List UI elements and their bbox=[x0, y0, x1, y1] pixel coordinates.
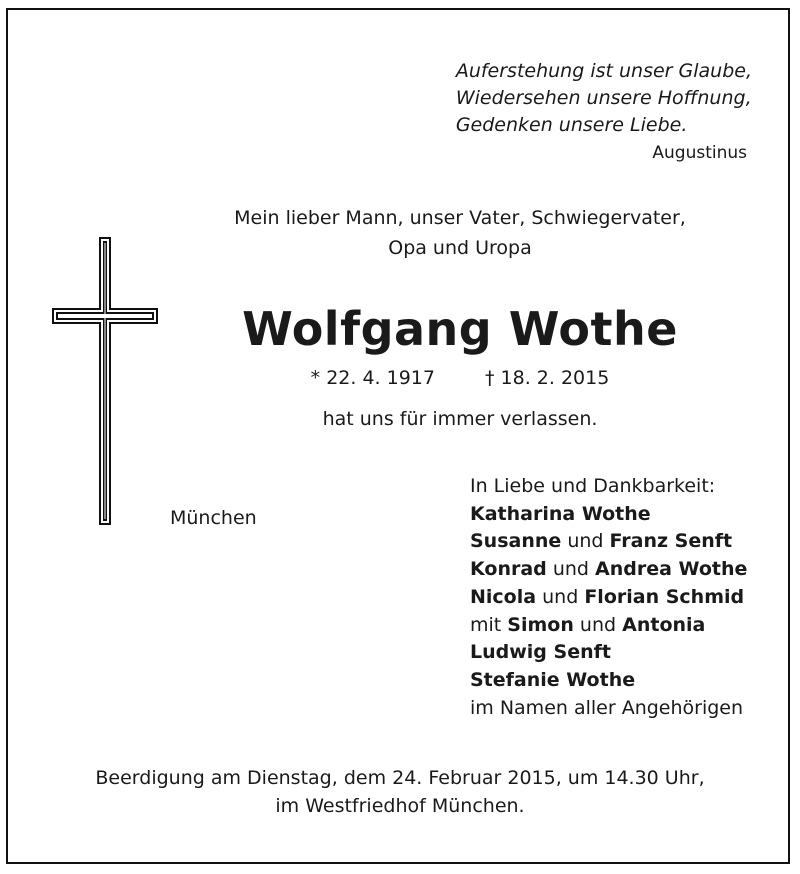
death-date: † 18. 2. 2015 bbox=[485, 367, 610, 389]
family-member: mit Simon und Antonia bbox=[470, 613, 706, 636]
deceased-name: Wolfgang Wothe bbox=[242, 302, 678, 356]
family-closing: im Namen aller Angehörigen bbox=[470, 696, 744, 719]
intro-text bbox=[200, 203, 720, 263]
quote-author: Augustinus bbox=[652, 143, 747, 163]
family-member: Katharina Wothe bbox=[470, 502, 651, 525]
funeral-line: im Westfriedhof München. bbox=[275, 795, 525, 817]
cross-icon bbox=[52, 237, 158, 525]
quote-line: Auferstehung ist unser Glaube, bbox=[455, 60, 752, 82]
quote-line: Gedenken unsere Liebe. bbox=[455, 114, 688, 136]
family-member: Susanne und Franz Senft bbox=[470, 530, 733, 553]
quote-line: Wiedersehen unsere Hoffnung, bbox=[455, 87, 752, 109]
intro-line: Opa und Uropa bbox=[388, 237, 532, 259]
birth-date: * 22. 4. 1917 bbox=[310, 367, 435, 389]
life-dates bbox=[200, 365, 720, 391]
family-member: Ludwig Senft bbox=[470, 641, 611, 664]
funeral-line: Beerdigung am Dienstag, dem 24. Februar 2015, um 14.30 Uhr, bbox=[95, 767, 705, 789]
family-signatures bbox=[470, 473, 747, 722]
farewell-message: hat uns für immer verlassen. bbox=[322, 408, 598, 430]
funeral-info bbox=[20, 764, 780, 820]
quote bbox=[456, 58, 752, 139]
family-member: Nicola und Florian Schmid bbox=[470, 585, 745, 608]
intro-line: Mein lieber Mann, unser Vater, Schwiegervater, bbox=[234, 207, 686, 229]
place-name: München bbox=[170, 507, 257, 529]
family-member: Konrad und Andrea Wothe bbox=[470, 558, 748, 581]
family-heading: In Liebe und Dankbarkeit: bbox=[470, 475, 716, 497]
family-member: Stefanie Wothe bbox=[470, 668, 636, 691]
